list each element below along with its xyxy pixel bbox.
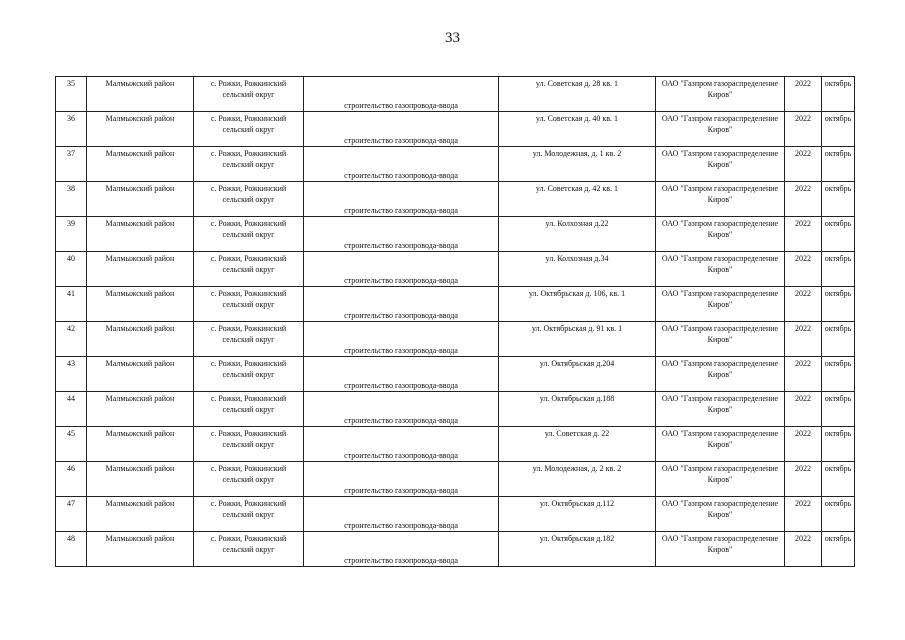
table-body (56, 77, 855, 567)
organization-cell (656, 497, 785, 532)
address-cell: ул. Октябрьская д.182 (499, 532, 656, 567)
year-cell: 2022 (785, 322, 822, 357)
table-row (56, 427, 855, 462)
location-cell (194, 392, 304, 427)
location-line-1: с. Рожки, Рожкинский (210, 534, 287, 543)
location-cell (194, 497, 304, 532)
row-number: 41 (56, 287, 87, 322)
organization-line-2: Киров" (707, 125, 733, 134)
row-number: 44 (56, 392, 87, 427)
year-cell: 2022 (785, 532, 822, 567)
organization-line-2: Киров" (707, 510, 733, 519)
location-cell (194, 77, 304, 112)
district-cell: Малмыжский район (87, 497, 194, 532)
work-type-cell: строительство газопровода-ввода (304, 392, 499, 427)
location-cell (194, 532, 304, 567)
month-cell: октябрь (822, 532, 855, 567)
organization-cell (656, 392, 785, 427)
district-cell: Малмыжский район (87, 147, 194, 182)
year-cell: 2022 (785, 77, 822, 112)
address-cell: ул. Советская д. 40 кв. 1 (499, 112, 656, 147)
table-row (56, 497, 855, 532)
table-row (56, 252, 855, 287)
district-cell: Малмыжский район (87, 462, 194, 497)
month-cell: октябрь (822, 77, 855, 112)
address-cell: ул. Советская д. 42 кв. 1 (499, 182, 656, 217)
gas-works-table (55, 76, 855, 567)
district-cell: Малмыжский район (87, 77, 194, 112)
location-line-2: сельский округ (222, 510, 275, 519)
organization-line-2: Киров" (707, 405, 733, 414)
location-line-2: сельский округ (222, 160, 275, 169)
district-cell: Малмыжский район (87, 427, 194, 462)
table-row (56, 532, 855, 567)
work-type-cell: строительство газопровода-ввода (304, 147, 499, 182)
address-cell: ул. Колхозная д.22 (499, 217, 656, 252)
organization-cell (656, 147, 785, 182)
district-cell: Малмыжский район (87, 217, 194, 252)
table-row (56, 357, 855, 392)
organization-cell (656, 322, 785, 357)
year-cell: 2022 (785, 497, 822, 532)
year-cell: 2022 (785, 147, 822, 182)
location-line-1: с. Рожки, Рожкинский (210, 394, 287, 403)
year-cell: 2022 (785, 112, 822, 147)
organization-line-1: ОАО "Газпром газораспределение (661, 429, 779, 438)
organization-line-2: Киров" (707, 545, 733, 554)
district-cell: Малмыжский район (87, 357, 194, 392)
organization-cell (656, 427, 785, 462)
address-cell: ул. Советская д. 22 (499, 427, 656, 462)
location-line-1: с. Рожки, Рожкинский (210, 149, 287, 158)
month-cell: октябрь (822, 147, 855, 182)
organization-line-1: ОАО "Газпром газораспределение (661, 534, 779, 543)
organization-line-1: ОАО "Газпром газораспределение (661, 184, 779, 193)
page-number: 33 (445, 30, 460, 46)
organization-line-2: Киров" (707, 265, 733, 274)
location-cell (194, 462, 304, 497)
location-line-2: сельский округ (222, 335, 275, 344)
work-type-cell: строительство газопровода-ввода (304, 112, 499, 147)
year-cell: 2022 (785, 217, 822, 252)
location-line-2: сельский округ (222, 440, 275, 449)
row-number: 39 (56, 217, 87, 252)
location-line-1: с. Рожки, Рожкинский (210, 289, 287, 298)
organization-cell (656, 217, 785, 252)
month-cell: октябрь (822, 427, 855, 462)
table-row (56, 462, 855, 497)
year-cell: 2022 (785, 462, 822, 497)
work-type-cell: строительство газопровода-ввода (304, 357, 499, 392)
location-cell (194, 182, 304, 217)
location-cell (194, 217, 304, 252)
month-cell: октябрь (822, 287, 855, 322)
work-type-cell: строительство газопровода-ввода (304, 287, 499, 322)
work-type-cell: строительство газопровода-ввода (304, 532, 499, 567)
year-cell: 2022 (785, 252, 822, 287)
district-cell: Малмыжский район (87, 287, 194, 322)
district-cell: Малмыжский район (87, 182, 194, 217)
organization-cell (656, 112, 785, 147)
table-row (56, 112, 855, 147)
location-line-2: сельский округ (222, 265, 275, 274)
location-line-2: сельский округ (222, 405, 275, 414)
row-number: 42 (56, 322, 87, 357)
organization-line-2: Киров" (707, 90, 733, 99)
organization-line-2: Киров" (707, 160, 733, 169)
organization-line-2: Киров" (707, 475, 733, 484)
location-line-1: с. Рожки, Рожкинский (210, 324, 287, 333)
address-cell: ул. Октябрьская д. 91 кв. 1 (499, 322, 656, 357)
organization-line-2: Киров" (707, 370, 733, 379)
year-cell: 2022 (785, 427, 822, 462)
table-row (56, 147, 855, 182)
row-number: 35 (56, 77, 87, 112)
address-cell: ул. Молодежная, д. 2 кв. 2 (499, 462, 656, 497)
organization-cell (656, 182, 785, 217)
location-cell (194, 427, 304, 462)
work-type-cell: строительство газопровода-ввода (304, 77, 499, 112)
row-number: 46 (56, 462, 87, 497)
address-cell: ул. Советская д. 28 кв. 1 (499, 77, 656, 112)
organization-line-2: Киров" (707, 230, 733, 239)
table-row (56, 392, 855, 427)
table-row (56, 182, 855, 217)
year-cell: 2022 (785, 357, 822, 392)
address-cell: ул. Молодежная, д. 1 кв. 2 (499, 147, 656, 182)
year-cell: 2022 (785, 182, 822, 217)
organization-line-1: ОАО "Газпром газораспределение (661, 289, 779, 298)
location-cell (194, 322, 304, 357)
year-cell: 2022 (785, 287, 822, 322)
location-line-2: сельский округ (222, 195, 275, 204)
organization-line-1: ОАО "Газпром газораспределение (661, 79, 779, 88)
district-cell: Малмыжский район (87, 532, 194, 567)
table-row (56, 322, 855, 357)
row-number: 43 (56, 357, 87, 392)
address-cell: ул. Октябрьская д.112 (499, 497, 656, 532)
work-type-cell: строительство газопровода-ввода (304, 217, 499, 252)
row-number: 47 (56, 497, 87, 532)
organization-line-1: ОАО "Газпром газораспределение (661, 149, 779, 158)
organization-cell (656, 287, 785, 322)
organization-cell (656, 357, 785, 392)
location-line-2: сельский округ (222, 300, 275, 309)
location-cell (194, 252, 304, 287)
organization-line-2: Киров" (707, 440, 733, 449)
month-cell: октябрь (822, 357, 855, 392)
address-cell: ул. Октябрьская д.188 (499, 392, 656, 427)
location-cell (194, 357, 304, 392)
row-number: 37 (56, 147, 87, 182)
location-line-1: с. Рожки, Рожкинский (210, 429, 287, 438)
location-line-2: сельский округ (222, 545, 275, 554)
organization-line-1: ОАО "Газпром газораспределение (661, 464, 779, 473)
district-cell: Малмыжский район (87, 112, 194, 147)
organization-cell (656, 462, 785, 497)
address-cell: ул. Октябрьская д.204 (499, 357, 656, 392)
table-row (56, 77, 855, 112)
location-line-1: с. Рожки, Рожкинский (210, 499, 287, 508)
location-cell (194, 287, 304, 322)
organization-line-2: Киров" (707, 195, 733, 204)
district-cell: Малмыжский район (87, 252, 194, 287)
work-type-cell: строительство газопровода-ввода (304, 497, 499, 532)
organization-line-1: ОАО "Газпром газораспределение (661, 254, 779, 263)
location-line-1: с. Рожки, Рожкинский (210, 359, 287, 368)
location-line-2: сельский округ (222, 90, 275, 99)
location-cell (194, 147, 304, 182)
work-type-cell: строительство газопровода-ввода (304, 462, 499, 497)
month-cell: октябрь (822, 392, 855, 427)
month-cell: октябрь (822, 322, 855, 357)
organization-cell (656, 77, 785, 112)
organization-line-2: Киров" (707, 300, 733, 309)
organization-line-1: ОАО "Газпром газораспределение (661, 324, 779, 333)
location-line-1: с. Рожки, Рожкинский (210, 219, 287, 228)
organization-line-1: ОАО "Газпром газораспределение (661, 359, 779, 368)
row-number: 38 (56, 182, 87, 217)
location-line-1: с. Рожки, Рожкинский (210, 464, 287, 473)
organization-line-1: ОАО "Газпром газораспределение (661, 499, 779, 508)
location-line-1: с. Рожки, Рожкинский (210, 79, 287, 88)
location-line-2: сельский округ (222, 125, 275, 134)
row-number: 36 (56, 112, 87, 147)
month-cell: октябрь (822, 112, 855, 147)
organization-line-1: ОАО "Газпром газораспределение (661, 219, 779, 228)
address-cell: ул. Октябрьская д. 106, кв. 1 (499, 287, 656, 322)
row-number: 45 (56, 427, 87, 462)
location-line-1: с. Рожки, Рожкинский (210, 114, 287, 123)
organization-line-1: ОАО "Газпром газораспределение (661, 394, 779, 403)
district-cell: Малмыжский район (87, 392, 194, 427)
table-row (56, 217, 855, 252)
location-line-2: сельский округ (222, 475, 275, 484)
location-cell (194, 112, 304, 147)
district-cell: Малмыжский район (87, 322, 194, 357)
organization-line-2: Киров" (707, 335, 733, 344)
month-cell: октябрь (822, 182, 855, 217)
organization-line-1: ОАО "Газпром газораспределение (661, 114, 779, 123)
month-cell: октябрь (822, 252, 855, 287)
organization-cell (656, 252, 785, 287)
table-row (56, 287, 855, 322)
month-cell: октябрь (822, 462, 855, 497)
work-type-cell: строительство газопровода-ввода (304, 252, 499, 287)
location-line-2: сельский округ (222, 370, 275, 379)
year-cell: 2022 (785, 392, 822, 427)
work-type-cell: строительство газопровода-ввода (304, 322, 499, 357)
location-line-2: сельский округ (222, 230, 275, 239)
organization-cell (656, 532, 785, 567)
work-type-cell: строительство газопровода-ввода (304, 427, 499, 462)
work-type-cell: строительство газопровода-ввода (304, 182, 499, 217)
location-line-1: с. Рожки, Рожкинский (210, 254, 287, 263)
row-number: 48 (56, 532, 87, 567)
row-number: 40 (56, 252, 87, 287)
address-cell: ул. Колхозная д.34 (499, 252, 656, 287)
month-cell: октябрь (822, 217, 855, 252)
location-line-1: с. Рожки, Рожкинский (210, 184, 287, 193)
month-cell: октябрь (822, 497, 855, 532)
